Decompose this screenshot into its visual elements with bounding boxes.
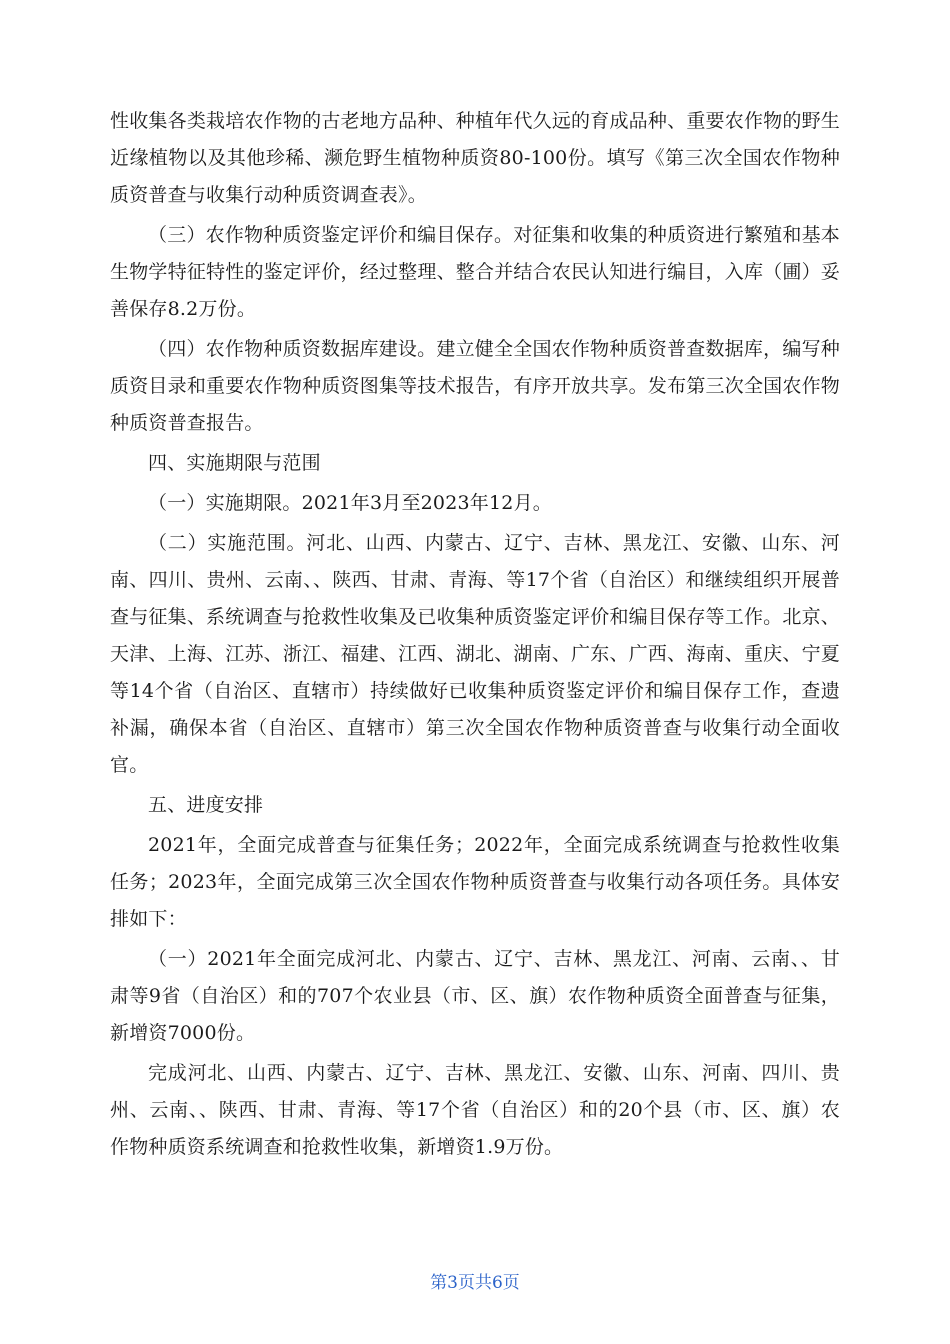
paragraph-10: 完成河北、山西、内蒙古、辽宁、吉林、黑龙江、安徽、山东、河南、四川、贵州、云南、、陕西、甘肃、青海、等17个省（自治区）和的20个县（市、区、旗）农作物种质资系统调查和抢救性收集，新增资1.9万份。 — [110, 1062, 840, 1158]
page-number: 第3页共6页 — [430, 1273, 520, 1293]
document-body — [110, 103, 840, 1169]
paragraph-8: 2021年，全面完成普查与征集任务；2022年，全面完成系统调查与抢救性收集任务；2023年，全面完成第三次全国农作物种质资普查与收集行动各项任务。具体安排如下： — [110, 834, 840, 930]
paragraph-1: 性收集各类栽培农作物的古老地方品种、种植年代久远的育成品种、重要农作物的野生近缘植物以及其他珍稀、濒危野生植物种质资80-100份。填写《第三次全国农作物种质资普查与收集行动种质资调查表》。 — [110, 110, 840, 206]
paragraph-6: （二）实施范围。河北、山西、内蒙古、辽宁、吉林、黑龙江、安徽、山东、河南、四川、贵州、云南、、陕西、甘肃、青海、等17个省（自治区）和继续组织开展普查与征集、系统调查与抢救性收集及已收集种质资鉴定评价和编目保存等工作。北京、天津、上海、江苏、浙江、福建、江西、湖北、湖南、广东、广西、海南、重庆、宁夏等14个省（自治区、直辖市）持续做好已收集种质资鉴定评价和编目保存工作，查遗补漏，确保本省（自治区、直辖市）第三次全国农作物种质资普查与收集行动全面收官。 — [110, 532, 840, 776]
paragraph-5: （一）实施期限。2021年3月至2023年12月。 — [148, 492, 552, 514]
paragraph-3: （四）农作物种质资数据库建设。建立健全全国农作物种质资普查数据库，编写种质资目录和重要农作物种质资图集等技术报告，有序开放共享。发布第三次全国农作物种质资普查报告。 — [110, 338, 840, 434]
paragraph-2: （三）农作物种质资鉴定评价和编目保存。对征集和收集的种质资进行繁殖和基本生物学特征特性的鉴定评价，经过整理、整合并结合农民认知进行编目，入库（圃）妥善保存8.2万份。 — [110, 224, 840, 320]
section-heading-4: 四、实施期限与范围 — [148, 452, 321, 474]
paragraph-9: （一）2021年全面完成河北、内蒙古、辽宁、吉林、黑龙江、河南、云南、、甘肃等9省（自治区）和的707个农业县（市、区、旗）农作物种质资全面普查与征集，新增资7000份。 — [110, 948, 840, 1044]
section-heading-5: 五、进度安排 — [148, 794, 264, 816]
